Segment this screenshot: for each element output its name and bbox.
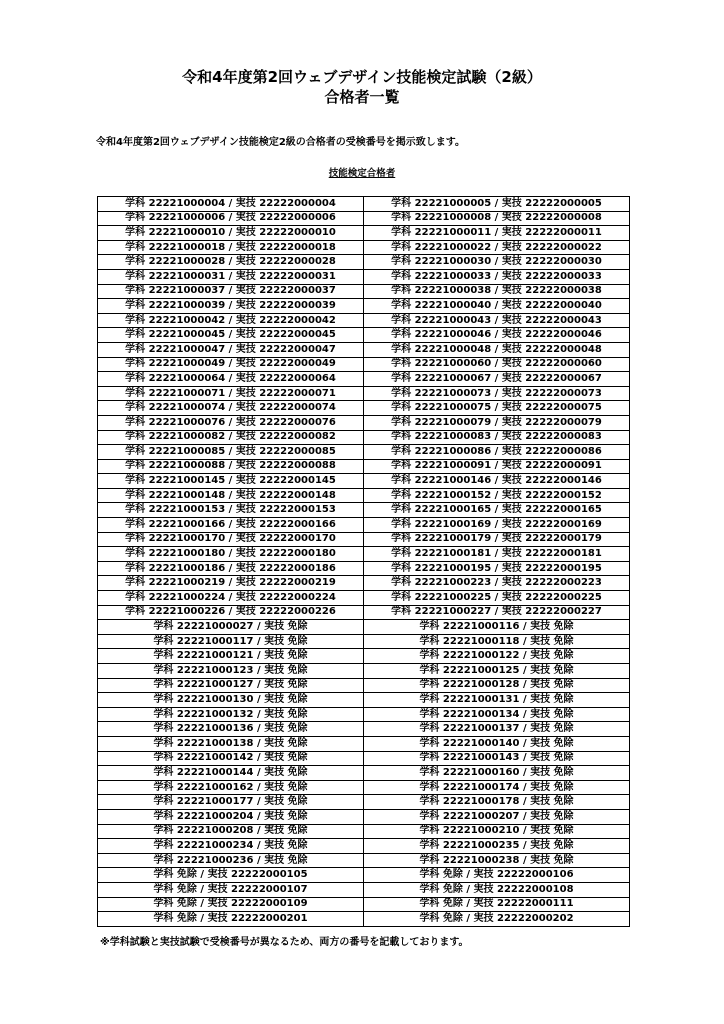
table-cell-right: [364, 591, 630, 606]
exam-number-entry: 学科 22221000018 / 実技 22222000018: [125, 241, 336, 253]
exam-number-entry: 学科 22221000011 / 実技 22222000011: [391, 226, 602, 238]
table-row: [98, 809, 630, 824]
table-row: [98, 722, 630, 737]
table-row: [98, 269, 630, 284]
table-row: [98, 386, 630, 401]
table-cell-right: [364, 459, 630, 474]
table-cell-left: [98, 342, 364, 357]
table-row: [98, 678, 630, 693]
table-cell-left: [98, 445, 364, 460]
table-row: [98, 240, 630, 255]
passers-table-body: [98, 197, 630, 927]
table-row: [98, 634, 630, 649]
table-cell-right: [364, 226, 630, 241]
exam-number-entry: 学科 22221000028 / 実技 22222000028: [125, 256, 336, 268]
exam-number-entry: 学科 22221000131 / 実技 免除: [419, 693, 574, 705]
table-row: [98, 766, 630, 781]
exam-number-entry: 学科 22221000234 / 実技 免除: [153, 839, 308, 851]
table-cell-right: [364, 299, 630, 314]
table-cell-right: [364, 372, 630, 387]
table-cell-left: [98, 853, 364, 868]
table-row: [98, 328, 630, 343]
table-cell-right: [364, 430, 630, 445]
exam-number-entry: 学科 免除 / 実技 22222000111: [419, 898, 574, 910]
exam-number-entry: 学科 22221000022 / 実技 22222000022: [391, 241, 602, 253]
table-cell-left: [98, 634, 364, 649]
table-cell-right: [364, 853, 630, 868]
table-row: [98, 620, 630, 635]
exam-number-entry: 学科 22221000064 / 実技 22222000064: [125, 372, 336, 384]
table-cell-right: [364, 868, 630, 883]
table-cell-left: [98, 576, 364, 591]
table-cell-right: [364, 766, 630, 781]
exam-number-entry: 学科 22221000181 / 実技 22222000181: [391, 548, 602, 560]
exam-number-entry: 学科 22221000082 / 実技 22222000082: [125, 431, 336, 443]
exam-number-entry: 学科 22221000116 / 実技 免除: [419, 621, 574, 633]
table-cell-left: [98, 415, 364, 430]
table-cell-right: [364, 255, 630, 270]
exam-number-entry: 学科 22221000079 / 実技 22222000079: [391, 416, 602, 428]
table-row: [98, 503, 630, 518]
exam-number-entry: 学科 22221000067 / 実技 22222000067: [391, 372, 602, 384]
exam-number-entry: 学科 22221000152 / 実技 22222000152: [391, 489, 602, 501]
exam-number-entry: 学科 22221000039 / 実技 22222000039: [125, 299, 336, 311]
table-cell-left: [98, 664, 364, 679]
exam-number-entry: 学科 免除 / 実技 22222000106: [419, 869, 574, 881]
exam-number-entry: 学科 22221000071 / 実技 22222000071: [125, 387, 336, 399]
table-cell-right: [364, 357, 630, 372]
exam-number-entry: 学科 22221000060 / 実技 22222000060: [391, 358, 602, 370]
exam-number-entry: 学科 22221000238 / 実技 免除: [419, 854, 574, 866]
exam-number-entry: 学科 22221000046 / 実技 22222000046: [391, 329, 602, 341]
exam-number-entry: 学科 22221000224 / 実技 22222000224: [125, 591, 336, 603]
exam-number-entry: 学科 22221000227 / 実技 22222000227: [391, 606, 602, 618]
table-cell-right: [364, 795, 630, 810]
table-cell-left: [98, 240, 364, 255]
exam-number-entry: 学科 22221000075 / 実技 22222000075: [391, 402, 602, 414]
exam-number-entry: 学科 22221000236 / 実技 免除: [153, 854, 308, 866]
table-cell-left: [98, 503, 364, 518]
table-row: [98, 736, 630, 751]
exam-number-entry: 学科 免除 / 実技 22222000202: [419, 912, 574, 924]
exam-number-entry: 学科 22221000038 / 実技 22222000038: [391, 285, 602, 297]
table-cell-left: [98, 882, 364, 897]
exam-number-entry: 学科 22221000146 / 実技 22222000146: [391, 475, 602, 487]
table-cell-right: [364, 313, 630, 328]
table-cell-right: [364, 284, 630, 299]
exam-number-entry: 学科 免除 / 実技 22222000108: [419, 883, 574, 895]
table-cell-left: [98, 269, 364, 284]
table-cell-left: [98, 620, 364, 635]
exam-number-entry: 学科 22221000174 / 実技 免除: [419, 781, 574, 793]
exam-number-entry: 学科 22221000074 / 実技 22222000074: [125, 402, 336, 414]
table-cell-left: [98, 795, 364, 810]
exam-number-entry: 学科 22221000179 / 実技 22222000179: [391, 533, 602, 545]
exam-number-entry: 学科 免除 / 実技 22222000107: [153, 883, 308, 895]
table-row: [98, 897, 630, 912]
table-cell-left: [98, 780, 364, 795]
table-cell-left: [98, 707, 364, 722]
table-row: [98, 459, 630, 474]
page-subtitle: 合格者一覧: [324, 88, 400, 106]
table-cell-left: [98, 605, 364, 620]
table-cell-right: [364, 824, 630, 839]
table-cell-left: [98, 693, 364, 708]
table-row: [98, 299, 630, 314]
table-row: [98, 882, 630, 897]
table-cell-left: [98, 751, 364, 766]
table-row: [98, 795, 630, 810]
exam-number-entry: 学科 22221000223 / 実技 22222000223: [391, 577, 602, 589]
exam-number-entry: 学科 22221000177 / 実技 免除: [153, 796, 308, 808]
table-row: [98, 488, 630, 503]
exam-number-entry: 学科 22221000033 / 実技 22222000033: [391, 270, 602, 282]
exam-number-entry: 学科 22221000030 / 実技 22222000030: [391, 256, 602, 268]
table-row: [98, 751, 630, 766]
table-row: [98, 532, 630, 547]
table-row: [98, 211, 630, 226]
table-cell-right: [364, 780, 630, 795]
table-row: [98, 430, 630, 445]
exam-number-entry: 学科 22221000169 / 実技 22222000169: [391, 518, 602, 530]
table-cell-right: [364, 561, 630, 576]
table-cell-left: [98, 474, 364, 489]
exam-number-entry: 学科 免除 / 実技 22222000201: [153, 912, 308, 924]
exam-number-entry: 学科 22221000037 / 実技 22222000037: [125, 285, 336, 297]
table-cell-right: [364, 401, 630, 416]
exam-number-entry: 学科 22221000145 / 実技 22222000145: [125, 475, 336, 487]
table-row: [98, 591, 630, 606]
table-row: [98, 357, 630, 372]
table-cell-right: [364, 620, 630, 635]
table-row: [98, 518, 630, 533]
table-cell-left: [98, 488, 364, 503]
table-row: [98, 693, 630, 708]
table-cell-left: [98, 809, 364, 824]
exam-number-entry: 学科 22221000125 / 実技 免除: [419, 664, 574, 676]
table-cell-right: [364, 518, 630, 533]
exam-number-entry: 学科 22221000045 / 実技 22222000045: [125, 329, 336, 341]
exam-number-entry: 学科 22221000006 / 実技 22222000006: [125, 212, 336, 224]
exam-number-entry: 学科 22221000118 / 実技 免除: [419, 635, 574, 647]
exam-number-entry: 学科 22221000160 / 実技 免除: [419, 766, 574, 778]
exam-number-entry: 学科 22221000225 / 実技 22222000225: [391, 591, 602, 603]
table-row: [98, 401, 630, 416]
table-cell-left: [98, 547, 364, 562]
table-cell-right: [364, 386, 630, 401]
table-row: [98, 255, 630, 270]
exam-number-entry: 学科 22221000144 / 実技 免除: [153, 766, 308, 778]
exam-number-entry: 学科 22221000128 / 実技 免除: [419, 679, 574, 691]
table-row: [98, 284, 630, 299]
table-cell-left: [98, 722, 364, 737]
table-cell-left: [98, 897, 364, 912]
exam-number-entry: 学科 22221000122 / 実技 免除: [419, 650, 574, 662]
exam-number-entry: 学科 22221000130 / 実技 免除: [153, 693, 308, 705]
exam-number-entry: 学科 22221000086 / 実技 22222000086: [391, 445, 602, 457]
exam-number-entry: 学科 22221000142 / 実技 免除: [153, 752, 308, 764]
table-cell-left: [98, 430, 364, 445]
table-cell-left: [98, 824, 364, 839]
table-cell-right: [364, 882, 630, 897]
table-cell-right: [364, 678, 630, 693]
table-row: [98, 226, 630, 241]
exam-number-entry: 学科 22221000137 / 実技 免除: [419, 723, 574, 735]
exam-number-entry: 学科 22221000162 / 実技 免除: [153, 781, 308, 793]
table-cell-left: [98, 649, 364, 664]
table-cell-left: [98, 868, 364, 883]
exam-number-entry: 学科 22221000186 / 実技 22222000186: [125, 562, 336, 574]
table-cell-right: [364, 269, 630, 284]
exam-number-entry: 学科 22221000083 / 実技 22222000083: [391, 431, 602, 443]
table-row: [98, 780, 630, 795]
table-cell-right: [364, 649, 630, 664]
table-cell-left: [98, 313, 364, 328]
table-row: [98, 474, 630, 489]
exam-number-entry: 学科 22221000207 / 実技 免除: [419, 810, 574, 822]
table-cell-right: [364, 576, 630, 591]
exam-number-entry: 学科 22221000123 / 実技 免除: [153, 664, 308, 676]
exam-number-entry: 学科 22221000040 / 実技 22222000040: [391, 299, 602, 311]
exam-number-entry: 学科 22221000073 / 実技 22222000073: [391, 387, 602, 399]
exam-number-entry: 学科 22221000235 / 実技 免除: [419, 839, 574, 851]
table-cell-right: [364, 503, 630, 518]
intro-text: 令和4年度第2回ウェブデザイン技能検定2級の合格者の受検番号を掲示致します。: [96, 137, 465, 148]
exam-number-entry: 学科 22221000049 / 実技 22222000049: [125, 358, 336, 370]
table-cell-right: [364, 415, 630, 430]
table-cell-right: [364, 722, 630, 737]
table-cell-left: [98, 561, 364, 576]
table-row: [98, 313, 630, 328]
table-cell-left: [98, 459, 364, 474]
exam-number-entry: 学科 22221000210 / 実技 免除: [419, 825, 574, 837]
table-cell-right: [364, 445, 630, 460]
table-row: [98, 561, 630, 576]
exam-number-entry: 学科 22221000226 / 実技 22222000226: [125, 606, 336, 618]
table-row: [98, 576, 630, 591]
table-cell-right: [364, 474, 630, 489]
table-row: [98, 415, 630, 430]
exam-number-entry: 学科 22221000004 / 実技 22222000004: [125, 197, 336, 209]
exam-number-entry: 学科 22221000148 / 実技 22222000148: [125, 489, 336, 501]
table-row: [98, 912, 630, 927]
table-cell-right: [364, 707, 630, 722]
exam-number-entry: 学科 22221000088 / 実技 22222000088: [125, 460, 336, 472]
table-cell-left: [98, 372, 364, 387]
page-title: 令和4年度第2回ウェブデザイン技能検定試験（2級）: [182, 68, 542, 86]
table-row: [98, 839, 630, 854]
exam-number-entry: 学科 22221000047 / 実技 22222000047: [125, 343, 336, 355]
exam-number-entry: 学科 22221000134 / 実技 免除: [419, 708, 574, 720]
exam-number-entry: 学科 22221000076 / 実技 22222000076: [125, 416, 336, 428]
table-row: [98, 853, 630, 868]
table-cell-right: [364, 751, 630, 766]
table-cell-right: [364, 240, 630, 255]
table-cell-left: [98, 591, 364, 606]
exam-number-entry: 学科 22221000165 / 実技 22222000165: [391, 504, 602, 516]
exam-number-entry: 学科 22221000219 / 実技 22222000219: [125, 577, 336, 589]
table-cell-left: [98, 766, 364, 781]
table-cell-right: [364, 532, 630, 547]
table-cell-left: [98, 386, 364, 401]
exam-number-entry: 学科 22221000010 / 実技 22222000010: [125, 226, 336, 238]
exam-number-entry: 学科 22221000121 / 実技 免除: [153, 650, 308, 662]
exam-number-entry: 学科 免除 / 実技 22222000105: [153, 869, 308, 881]
exam-number-entry: 学科 22221000127 / 実技 免除: [153, 679, 308, 691]
table-cell-right: [364, 328, 630, 343]
exam-number-entry: 学科 22221000008 / 実技 22222000008: [391, 212, 602, 224]
table-row: [98, 868, 630, 883]
table-cell-left: [98, 518, 364, 533]
exam-number-entry: 学科 22221000153 / 実技 22222000153: [125, 504, 336, 516]
table-cell-left: [98, 532, 364, 547]
table-cell-right: [364, 897, 630, 912]
table-cell-left: [98, 401, 364, 416]
table-cell-right: [364, 912, 630, 927]
table-cell-right: [364, 342, 630, 357]
exam-number-entry: 学科 22221000140 / 実技 免除: [419, 737, 574, 749]
exam-number-entry: 学科 22221000027 / 実技 免除: [153, 621, 308, 633]
table-row: [98, 342, 630, 357]
table-cell-left: [98, 357, 364, 372]
footnote: ※学科試験と実技試験で受検番号が異なるため、両方の番号を記載しております。: [100, 937, 469, 948]
table-cell-right: [364, 664, 630, 679]
exam-number-entry: 学科 22221000136 / 実技 免除: [153, 723, 308, 735]
table-cell-right: [364, 211, 630, 226]
table-cell-right: [364, 809, 630, 824]
table-cell-left: [98, 226, 364, 241]
table-row: [98, 824, 630, 839]
table-cell-left: [98, 299, 364, 314]
table-row: [98, 605, 630, 620]
table-cell-left: [98, 678, 364, 693]
table-heading: 技能検定合格者: [328, 168, 396, 179]
exam-number-entry: 学科 22221000170 / 実技 22222000170: [125, 533, 336, 545]
table-cell-left: [98, 197, 364, 212]
table-cell-right: [364, 197, 630, 212]
table-cell-right: [364, 488, 630, 503]
exam-number-entry: 学科 22221000204 / 実技 免除: [153, 810, 308, 822]
table-row: [98, 372, 630, 387]
exam-number-entry: 学科 22221000117 / 実技 免除: [153, 635, 308, 647]
exam-number-entry: 学科 22221000166 / 実技 22222000166: [125, 518, 336, 530]
table-row: [98, 664, 630, 679]
table-cell-right: [364, 693, 630, 708]
exam-number-entry: 学科 免除 / 実技 22222000109: [153, 898, 308, 910]
exam-number-entry: 学科 22221000085 / 実技 22222000085: [125, 445, 336, 457]
passers-table: [97, 196, 630, 927]
table-cell-right: [364, 736, 630, 751]
exam-number-entry: 学科 22221000208 / 実技 免除: [153, 825, 308, 837]
table-row: [98, 649, 630, 664]
table-cell-left: [98, 839, 364, 854]
table-cell-left: [98, 284, 364, 299]
table-row: [98, 707, 630, 722]
table-row: [98, 445, 630, 460]
table-cell-right: [364, 839, 630, 854]
exam-number-entry: 学科 22221000042 / 実技 22222000042: [125, 314, 336, 326]
exam-number-entry: 学科 22221000143 / 実技 免除: [419, 752, 574, 764]
table-cell-left: [98, 328, 364, 343]
exam-number-entry: 学科 22221000048 / 実技 22222000048: [391, 343, 602, 355]
exam-number-entry: 学科 22221000031 / 実技 22222000031: [125, 270, 336, 282]
table-row: [98, 197, 630, 212]
table-cell-left: [98, 736, 364, 751]
exam-number-entry: 学科 22221000091 / 実技 22222000091: [391, 460, 602, 472]
table-cell-right: [364, 605, 630, 620]
table-cell-left: [98, 255, 364, 270]
exam-number-entry: 学科 22221000043 / 実技 22222000043: [391, 314, 602, 326]
exam-number-entry: 学科 22221000005 / 実技 22222000005: [391, 197, 602, 209]
exam-number-entry: 学科 22221000132 / 実技 免除: [153, 708, 308, 720]
table-cell-left: [98, 211, 364, 226]
table-cell-right: [364, 547, 630, 562]
exam-number-entry: 学科 22221000178 / 実技 免除: [419, 796, 574, 808]
exam-number-entry: 学科 22221000180 / 実技 22222000180: [125, 548, 336, 560]
table-row: [98, 547, 630, 562]
table-cell-left: [98, 912, 364, 927]
table-cell-right: [364, 634, 630, 649]
exam-number-entry: 学科 22221000138 / 実技 免除: [153, 737, 308, 749]
exam-number-entry: 学科 22221000195 / 実技 22222000195: [391, 562, 602, 574]
